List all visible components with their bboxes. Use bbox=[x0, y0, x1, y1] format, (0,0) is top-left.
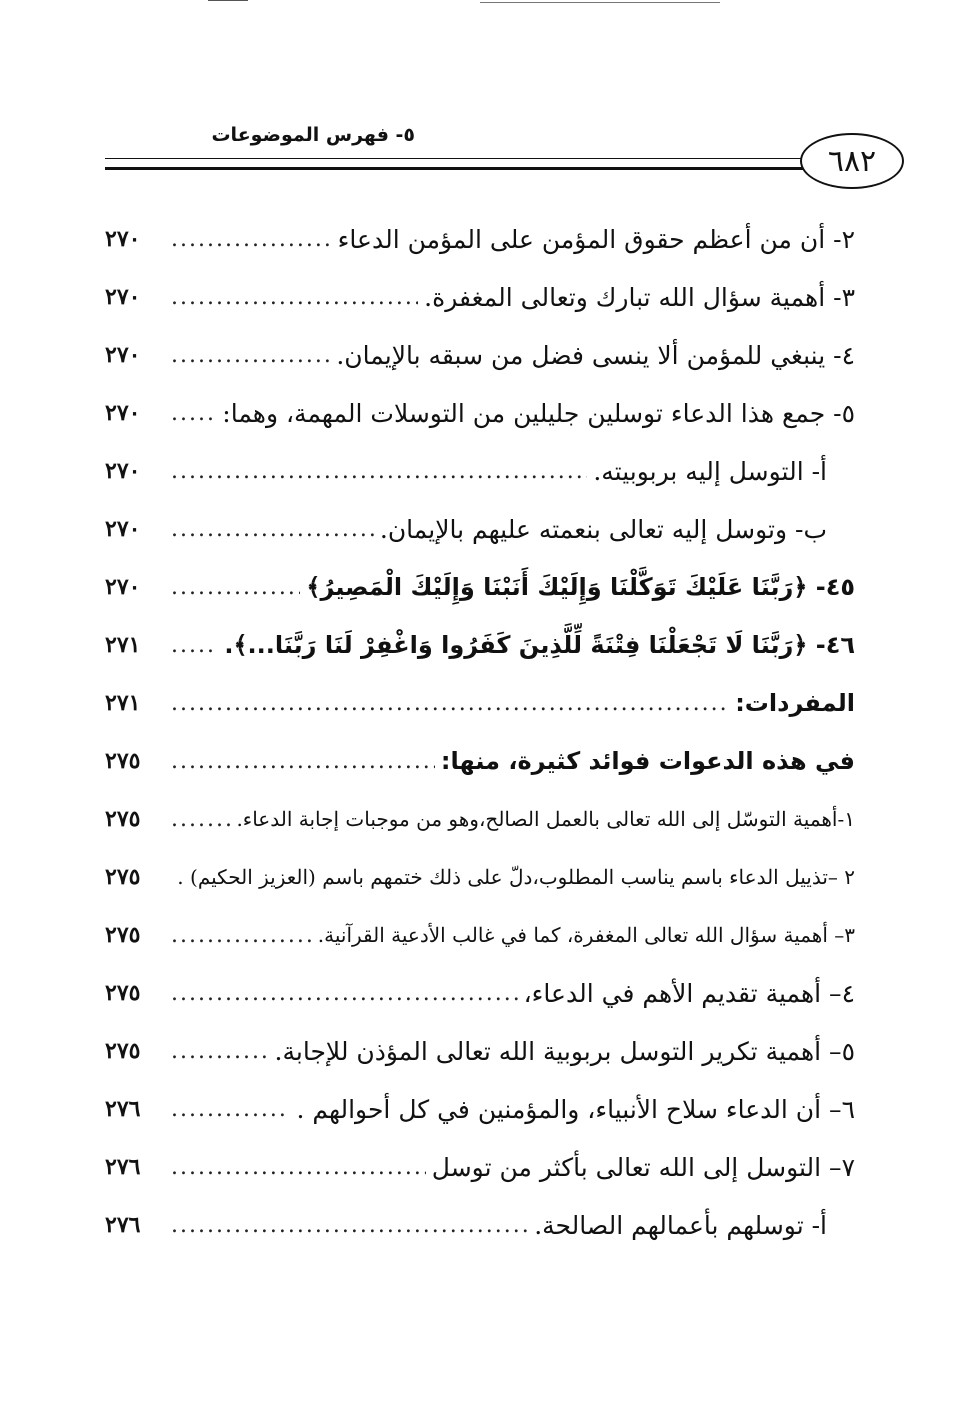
dot-leader bbox=[171, 749, 435, 774]
page-header bbox=[105, 118, 905, 198]
toc-entry-page: ٢٧٦ bbox=[105, 1154, 141, 1180]
dot-leader bbox=[171, 517, 374, 542]
toc-entry-page: ٢٧٠ bbox=[105, 284, 141, 310]
header-double-rule bbox=[105, 158, 805, 170]
toc-entry-page: ٢٧٥ bbox=[105, 922, 141, 948]
dot-leader bbox=[171, 691, 729, 716]
toc-subentry bbox=[105, 1196, 855, 1254]
toc-entry-title: ٥- جمع هذا الدعاء توسلين جليلين من التوسلات المهمة، وهما: bbox=[222, 398, 855, 428]
toc-entry-title: ب- وتوسل إليه تعالى بنعمته عليهم بالإيمان. bbox=[379, 514, 827, 544]
toc-entry bbox=[105, 1138, 855, 1196]
toc-heading-entry bbox=[105, 674, 855, 732]
toc-entry-page: ٢٧٥ bbox=[105, 864, 141, 890]
toc-entry bbox=[105, 848, 855, 906]
dot-leader bbox=[171, 401, 216, 426]
toc-entry-page: ٢٧٥ bbox=[105, 980, 141, 1006]
dot-leader bbox=[171, 227, 332, 252]
toc-entry-title: ٤٥- ﴿رَبَّنَا عَلَيْكَ تَوَكَّلْنَا وَإِلَيْكَ أَنَبْنَا وَإِلَيْكَ الْمَصِيرُ﴾ bbox=[306, 573, 855, 601]
dot-leader bbox=[171, 285, 418, 310]
toc-entry-page: ٢٧٠ bbox=[105, 516, 141, 542]
toc-entry-title: ١-أهمية التوسّل إلى الله تعالى بالعمل الصالح،وهو من موجبات إجابة الدعاء. bbox=[236, 807, 855, 831]
dot-leader bbox=[171, 633, 218, 658]
table-of-contents bbox=[105, 210, 855, 1254]
toc-entry-title: ٤– أهمية تقديم الأهم في الدعاء، bbox=[523, 978, 855, 1008]
dot-leader bbox=[171, 1039, 269, 1064]
dot-leader bbox=[171, 343, 330, 368]
toc-subentry bbox=[105, 442, 855, 500]
toc-entry bbox=[105, 906, 855, 964]
toc-entry-page: ٢٧٠ bbox=[105, 400, 141, 426]
toc-entry-page: ٢٧٥ bbox=[105, 1038, 141, 1064]
toc-entry-page: ٢٧٠ bbox=[105, 574, 141, 600]
top-edge-line bbox=[480, 2, 720, 3]
toc-entry-page: ٢٧٦ bbox=[105, 1096, 141, 1122]
toc-entry-page: ٢٧١ bbox=[105, 690, 141, 716]
toc-entry-page: ٢٧١ bbox=[105, 632, 141, 658]
toc-entry-title: ٤٦- ﴿رَبَّنَا لَا تَجْعَلْنَا فِتْنَةً لِّلَّذِينَ كَفَرُوا وَاغْفِرْ لَنَا رَبَّنَا...﴾. bbox=[224, 631, 855, 659]
toc-subentry bbox=[105, 500, 855, 558]
dot-leader bbox=[171, 459, 587, 484]
toc-heading-entry bbox=[105, 558, 855, 616]
dot-leader bbox=[171, 1155, 426, 1180]
toc-entry-title: ٧– التوسل إلى الله تعالى بأكثر من توسل bbox=[431, 1152, 855, 1182]
dot-leader bbox=[171, 923, 312, 948]
toc-entry-page: ٢٧٠ bbox=[105, 458, 141, 484]
toc-entry-page: ٢٧٥ bbox=[105, 748, 141, 774]
dot-leader bbox=[171, 1213, 528, 1238]
toc-entry-title: ٣– أهمية سؤال الله تعالى المغفرة، كما في غالب الأدعية القرآنية. bbox=[317, 923, 855, 947]
toc-entry-title: ٢ –تذييل الدعاء باسم يناسب المطلوب،دلّ على ذلك ختمهم باسم (العزيز الحكيم) . bbox=[177, 865, 855, 889]
dot-leader bbox=[171, 575, 300, 600]
toc-entry bbox=[105, 210, 855, 268]
toc-entry bbox=[105, 964, 855, 1022]
toc-entry bbox=[105, 790, 855, 848]
top-edge-mark bbox=[208, 0, 248, 1]
dot-leader bbox=[171, 1097, 290, 1122]
toc-entry-page: ٢٧٥ bbox=[105, 806, 141, 832]
toc-entry-title: أ- التوسل إليه بربوبيته. bbox=[593, 456, 827, 486]
toc-entry-title: ٥– أهمية تكرير التوسل بربوبية الله تعالى المؤذن للإجابة. bbox=[274, 1036, 855, 1066]
toc-entry-title: ٤- ينبغي للمؤمن ألا ينسى فضل من سبقه بالإيمان. bbox=[336, 340, 855, 370]
toc-entry bbox=[105, 326, 855, 384]
toc-entry bbox=[105, 1080, 855, 1138]
toc-heading-entry bbox=[105, 732, 855, 790]
dot-leader bbox=[171, 981, 518, 1006]
toc-entry-title: ٦– أن الدعاء سلاح الأنبياء، والمؤمنين في كل أحوالهم . bbox=[296, 1094, 855, 1124]
toc-entry bbox=[105, 384, 855, 442]
toc-entry-title: ٢- أن من أعظم حقوق المؤمن على المؤمن الدعاء bbox=[337, 224, 855, 254]
toc-heading-entry bbox=[105, 616, 855, 674]
toc-entry-title: في هذه الدعوات فوائد كثيرة، منها: bbox=[440, 747, 855, 775]
toc-entry-title: المفردات: bbox=[735, 689, 855, 717]
page-number: ٦٨٢ bbox=[800, 133, 904, 189]
toc-entry-page: ٢٧٠ bbox=[105, 226, 141, 252]
running-title: ٥- فهرس الموضوعات bbox=[211, 124, 415, 146]
toc-entry-page: ٢٧٦ bbox=[105, 1212, 141, 1238]
toc-entry bbox=[105, 268, 855, 326]
toc-entry bbox=[105, 1022, 855, 1080]
toc-entry-page: ٢٧٠ bbox=[105, 342, 141, 368]
dot-leader bbox=[171, 807, 230, 832]
toc-entry-title: أ- توسلهم بأعمالهم الصالحة. bbox=[534, 1210, 827, 1240]
toc-entry-title: ٣- أهمية سؤال الله تبارك وتعالى المغفرة. bbox=[424, 282, 855, 312]
